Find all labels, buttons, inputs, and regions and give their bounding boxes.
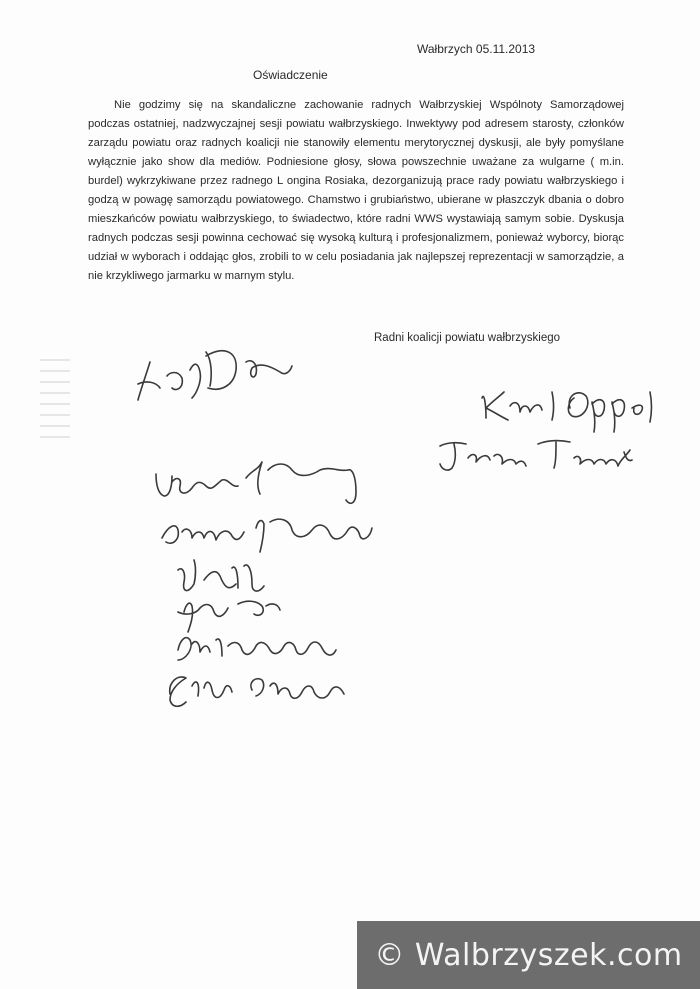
signature-6 bbox=[178, 638, 336, 660]
signature-7 bbox=[170, 677, 344, 706]
watermark-banner bbox=[357, 921, 700, 989]
signature-1 bbox=[138, 351, 292, 400]
document-title: Oświadczenie bbox=[253, 68, 328, 82]
signature-9 bbox=[440, 441, 632, 470]
signature-8 bbox=[482, 392, 652, 432]
signature-5 bbox=[178, 601, 280, 632]
statement-text: Nie godzimy się na skandaliczne zachowanie radnych Wałbrzyskiej Wspólnoty Samorządowej podczas ostatniej, nadzwyczajnej sesji powiatu wałbrzyskiego. Inwektywy pod adresem starosty, członków zarządu powiatu oraz radnych koalicji nie stanowiły elementu merytorycznej dyskusji, ale były pomyślane wyłącznie jako show dla mediów. Podniesione głosy, słowa powszechnie uważane za wulgarne ( m.in. burdel) wykrzykiwane przez radnego L ongina Rosiaka, dezorganizują prace rady powiatu wałbrzyskiego i godzą w powagę samorządu powiatowego. Chamstwo i grubiaństwo, ubierane w płaszczyk dbania o dobro mieszkańców powiatu wałbrzyskiego, to świadectwo, które radni WWS wystawiają samym sobie. Dyskusja radnych podczas sesji powinna cechować się wysoką kulturą i profesjonalizmem, ponieważ wyborcy, biorąc udział w wyborach i oddając głos, zrobili to w celu posiadania jak najlepszej reprezentacji w samorządzie, a nie krzykliwego jarmarku w marnym stylu. bbox=[88, 99, 624, 282]
signature-2 bbox=[156, 462, 356, 503]
signoff-line: Radni koalicji powiatu wałbrzyskiego bbox=[374, 332, 561, 344]
signature-3 bbox=[162, 519, 372, 552]
signature-4 bbox=[178, 560, 264, 591]
document-date: Wałbrzych 05.11.2013 bbox=[417, 42, 536, 56]
watermark-text: © Walbrzyszek.com bbox=[374, 937, 683, 973]
